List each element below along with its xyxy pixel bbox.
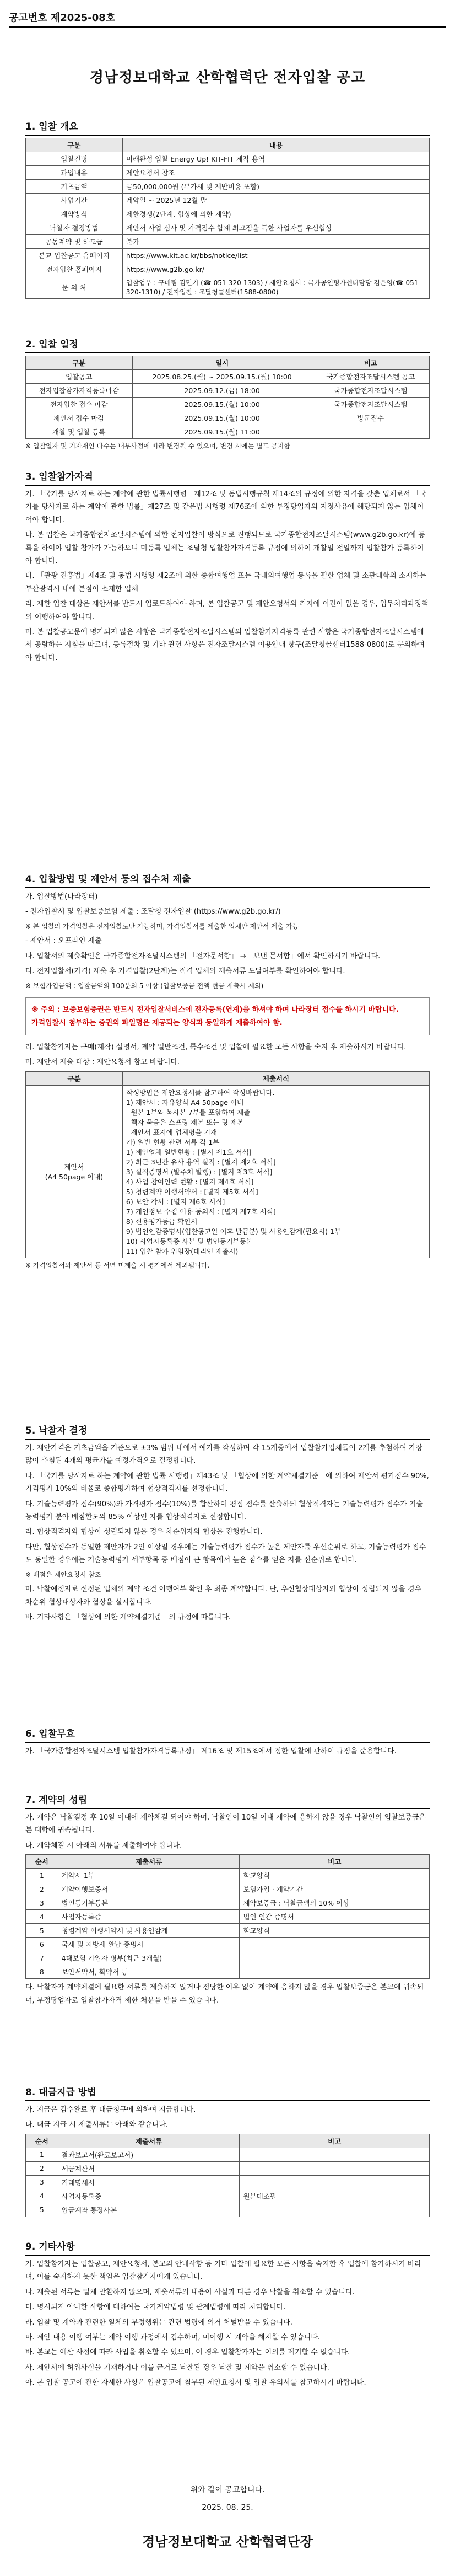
paragraph: 라. 입찰 및 계약과 관련한 일체의 부정행위는 관련 법령에 의거 처벌받을 수 있습니다. bbox=[25, 2318, 292, 2327]
section-title: 9. 기타사항 bbox=[25, 2239, 430, 2256]
cell bbox=[240, 1951, 430, 1965]
paragraph: 마. 제안서 제출 대상 : 제안요청서 참고 바랍니다. bbox=[25, 1058, 180, 1067]
cell: 3 bbox=[26, 2175, 58, 2189]
cell: 2025.09.15.(월) 11:00 bbox=[132, 425, 312, 439]
table-header: 제출서식 bbox=[122, 1071, 429, 1085]
section-overview bbox=[25, 119, 430, 299]
paragraph: 다. 기술능력평가 점수(90%)와 가격평가 점수(10%)를 합산하여 평점 점수를 산출하되 협상적격자는 기술능력평가 점수가 기술능력평가 분야 배점한도의 85% 이상인 자를 협상적격자로 선정합니다. bbox=[25, 1500, 424, 1521]
paragraph: - 전자입찰서 및 입찰보증보험 제출 : 조달청 전자입찰 (https://www.g2b.go.kr/) bbox=[25, 908, 281, 916]
cell: 국가종합전자조달시스템 공고 bbox=[312, 370, 429, 384]
paragraph: ※ 보험가입금액 : 입찰금액의 100분의 5 이상 (입찰보증금 전액 현금 제출시 제외) bbox=[25, 981, 264, 990]
table-row bbox=[26, 1910, 430, 1924]
warning-box bbox=[25, 997, 430, 1035]
table-header: 구분 bbox=[26, 138, 123, 152]
cell: 보안서약서, 확약서 등 bbox=[58, 1965, 240, 1979]
table-header-row bbox=[26, 1855, 430, 1869]
header-divider bbox=[9, 26, 446, 28]
issuer-name: 경남정보대학교 산학협력단장 bbox=[142, 2534, 313, 2550]
list-item: 3) 실적증명서 (발주처 발행) : [별지 제3호 서식] bbox=[126, 1167, 273, 1176]
cell: 원본대조필 bbox=[240, 2189, 430, 2203]
list-item: 작성방법은 제안요청서를 참고하여 작성바랍니다. bbox=[126, 1088, 275, 1097]
table-row bbox=[26, 1869, 430, 1882]
table-row bbox=[26, 425, 430, 439]
cell bbox=[240, 1965, 430, 1979]
cell: 4 bbox=[26, 2189, 58, 2203]
proposal-note: ※ 가격입찰서와 제안서 등 서면 미제출 시 평가에서 제외됩니다. bbox=[25, 1261, 210, 1269]
table-row bbox=[26, 166, 430, 180]
list-item: 8) 신용평가등급 확인서 bbox=[126, 1217, 198, 1226]
cell: 사업자등록증 bbox=[58, 2189, 240, 2203]
list-item: 6) 보안 각서 : [별지 제6호 서식] bbox=[126, 1197, 225, 1206]
warning-line: ※ 주의 : 보증보험증권은 반드시 전자입찰서비스에 전자등록(연계)을 하셔야 하며 나라장터 접수를 하시기 바랍니다. bbox=[31, 1006, 399, 1015]
table-header: 일시 bbox=[132, 356, 312, 370]
paragraph: 가. 입찰참가자는 입찰공고, 제안요청서, 본교의 안내사항 등 기타 입찰에 필요한 모든 사항을 숙지한 후 입찰에 참가하시기 바라며, 이를 숙지하지 못한 책임은 입찰참가자에게 있습니다. bbox=[25, 2260, 421, 2282]
table-row bbox=[26, 262, 430, 276]
table-header: 비고 bbox=[240, 2134, 430, 2148]
cell: 제안요청서 참조 bbox=[122, 166, 429, 180]
cell: 국가종합전자조달시스템 bbox=[312, 384, 429, 398]
cell: 4 bbox=[26, 1910, 58, 1924]
notice-number bbox=[9, 10, 115, 24]
table-row bbox=[26, 1965, 430, 1979]
paragraph: 가. 지급은 검수완료 후 대금청구에 의하여 지급합니다. bbox=[25, 2106, 196, 2114]
cell: 2 bbox=[26, 1882, 58, 1896]
section-schedule bbox=[25, 336, 430, 450]
cell: 3 bbox=[26, 1896, 58, 1910]
table-header-row bbox=[26, 356, 430, 370]
schedule-note: ※ 입찰일자 및 기자재인 다수는 내부사정에 따라 변경될 수 있으며, 변경 시에는 별도 공지함 bbox=[25, 442, 290, 450]
cell: 불가 bbox=[122, 235, 429, 249]
closing-text: 위와 같이 공고합니다. bbox=[190, 2486, 265, 2494]
g2b-link[interactable]: https://www.g2b.go.kr/ bbox=[122, 262, 429, 276]
list-item: 2) 최근 3년간 유사 용역 실적 : [별지 제2호 서식] bbox=[126, 1157, 276, 1166]
paragraph: 라. 협상적격자와 협상이 성립되지 않을 경우 차순위자와 협상을 진행합니다. bbox=[25, 1528, 263, 1537]
cell: 사업자등록증 bbox=[58, 1910, 240, 1924]
paragraph: ※ 배점은 제안요청서 참조 bbox=[25, 1570, 101, 1579]
cell: 2025.09.15.(월) 10:00 bbox=[132, 398, 312, 411]
paragraph: 사. 제안서에 허위사실을 기재하거나 이를 근거로 낙찰된 경우 낙찰 및 계약을 취소할 수 있습니다. bbox=[25, 2363, 329, 2372]
table-header-row bbox=[26, 138, 430, 152]
table-row bbox=[26, 1924, 430, 1938]
cell: 계약일 ~ 2025년 12월 말 bbox=[122, 194, 429, 207]
paragraph: 마. 제안 내용 이행 여부는 계약 이행 과정에서 검수하며, 미이행 시 계약을 해지할 수 있습니다. bbox=[25, 2333, 320, 2342]
cell: 본교 입찰공고 홈페이지 bbox=[26, 249, 123, 262]
table-row bbox=[26, 2175, 430, 2189]
paragraph: 다. 「관광 진흥법」제4조 및 동법 시행령 제2조에 의한 종합여행업 또는 국내외여행업 등록을 필한 업체 및 소관대학의 소재하는 부산광역시 내에 본점이 소재한 업체 bbox=[25, 572, 427, 593]
cell: 전자입찰 홈페이지 bbox=[26, 262, 123, 276]
paragraph: 가. 「국가를 당사자로 하는 계약에 관한 법률시행령」제12조 및 동법시행규칙 제14조의 규정에 의한 자격을 갖춘 업체로서 「국가를 당사자로 하는 계약에 관한 법률」제27조 및 같은법 시행령 제76조에 의한 부정당업자의 지정사유에 해당되지 않는 업체이어야 합니다. bbox=[25, 490, 427, 524]
cell: 계약이행보증서 bbox=[58, 1882, 240, 1896]
paragraph: 가. 제안가격은 기초금액을 기준으로 ±3% 범위 내에서 예가를 작성하며 각 15개중에서 입찰참가업체들이 2개를 추첨하여 가장 많이 추첨된 4개의 평균가를 예정가격으로 결정합니다. bbox=[25, 1444, 423, 1466]
cell: 전자입찰 접수 마감 bbox=[26, 398, 133, 411]
section-title: 1. 입찰 개요 bbox=[25, 119, 430, 136]
list-item: 10) 사업자등록증 사본 및 법인등기부등본 bbox=[126, 1237, 253, 1246]
cell: 2025.09.12.(금) 18:00 bbox=[132, 384, 312, 398]
cell: 계약방식 bbox=[26, 207, 123, 221]
table-row bbox=[26, 384, 430, 398]
cell: 입찰공고 bbox=[26, 370, 133, 384]
cell bbox=[312, 425, 429, 439]
table-header-row bbox=[26, 1071, 430, 1085]
payment-docs-table bbox=[25, 2134, 430, 2217]
table-row bbox=[26, 1938, 430, 1951]
table-header: 비고 bbox=[240, 1855, 430, 1869]
table-row bbox=[26, 2148, 430, 2161]
page-title: 경남정보대학교 산학협력단 전자입찰 공고 bbox=[89, 69, 366, 86]
section-invalid bbox=[25, 1726, 430, 1760]
cell: 2 bbox=[26, 2161, 58, 2175]
table-row bbox=[26, 207, 430, 221]
table-row bbox=[26, 398, 430, 411]
cell: 보험가입 · 계약기간 bbox=[240, 1882, 430, 1896]
paragraph: 라. 제한 입찰 대상은 제안서를 반드시 업로드하여야 하며, 본 입찰공고 및 제안요청서의 취지에 이견이 없을 경우, 업무처리과정책의 이행하여야 합니다. bbox=[25, 600, 429, 621]
cell: 4대보험 가입자 명부(최근 3개월) bbox=[58, 1951, 240, 1965]
section-title: 6. 입찰무효 bbox=[25, 1726, 430, 1743]
section-payment bbox=[25, 2084, 430, 2217]
table-row bbox=[26, 370, 430, 384]
cell bbox=[240, 2175, 430, 2189]
table-row bbox=[26, 1882, 430, 1896]
table-row bbox=[26, 249, 430, 262]
list-item: 4) 사업 참여인력 현황 : [별지 제4호 서식] bbox=[126, 1177, 254, 1186]
cell: 7 bbox=[26, 1951, 58, 1965]
paragraph: 다. 명시되지 아니한 사항에 대하여는 국가계약법령 및 관계법령에 따라 처리합니다. bbox=[25, 2303, 286, 2312]
list-item: - 원본 1부와 복사본 7부를 포함하여 제출 bbox=[126, 1108, 251, 1117]
list-item: 5) 청렴계약 이행서약서 : [별지 제5호 서식] bbox=[126, 1187, 258, 1196]
cell: 거래명세서 bbox=[58, 2175, 240, 2189]
cell: 입찰건명 bbox=[26, 152, 123, 166]
section-title: 4. 입찰방법 및 제안서 등의 접수처 제출 bbox=[25, 871, 430, 888]
list-item: - 제안서 표지에 업체명을 기재 bbox=[126, 1128, 218, 1136]
table-row bbox=[26, 2203, 430, 2217]
cell: 문 의 처 bbox=[26, 276, 123, 299]
paragraph: 다. 전자입찰서(가격) 제출 후 가격입찰(2단계)는 적격 업체의 제출서류 도달여부를 확인하여야 합니다. bbox=[25, 967, 345, 976]
school-notice-link[interactable]: https://www.kit.ac.kr/bbs/notice/list bbox=[122, 249, 429, 262]
paragraph: 가. 계약은 낙찰결정 후 10일 이내에 계약체결 되어야 하며, 낙찰인이 10일 이내 계약에 응하지 않을 경우 낙찰인의 입찰보증금은 본 대학에 귀속됩니다. bbox=[25, 1813, 426, 1835]
table-header: 내용 bbox=[122, 138, 429, 152]
table-header: 제출서류 bbox=[58, 2134, 240, 2148]
paragraph: 마. 낙찰예정자로 선정된 업체의 계약 조건 이행여부 확인 후 최종 계약합니다. 단, 우선협상대상자와 협상이 성립되지 않을 경우 차순위 협상대상자와 협상을 실시합니다. bbox=[25, 1585, 421, 1607]
paragraph: 나. 제출된 서류는 일체 반환하지 않으며, 제출서류의 내용이 사실과 다른 경우 낙찰을 취소할 수 있습니다. bbox=[25, 2288, 355, 2296]
cell: 국세 및 지방세 완납 증명서 bbox=[58, 1938, 240, 1951]
section-title: 3. 입찰참가자격 bbox=[25, 469, 430, 486]
cell: 법인 인감 증명서 bbox=[240, 1910, 430, 1924]
cell: 제안서 사업 심사 및 가격점수 합계 최고점을 득한 사업자를 우선협상 bbox=[122, 221, 429, 235]
table-row bbox=[26, 1951, 430, 1965]
cell: 8 bbox=[26, 1965, 58, 1979]
table-header: 구분 bbox=[26, 356, 133, 370]
paragraph: 나. 계약체결 시 아래의 서류를 제출하여야 합니다. bbox=[25, 1841, 182, 1850]
paragraph: ※ 본 입찰의 가격입찰은 전자입찰로만 가능하며, 가격입찰서를 제출한 업체만 제안서 제출 가능 bbox=[25, 922, 299, 930]
proposal-label-sub: (A4 50page 이내) bbox=[45, 1172, 104, 1181]
table-header: 제출서류 bbox=[58, 1855, 240, 1869]
paragraph: 라. 입찰참가자는 구매(제작) 설명서, 계약 일반조건, 특수조건 및 입찰에 필요한 모든 사항을 숙지 후 제출하시기 바랍니다. bbox=[25, 1043, 407, 1051]
table-row bbox=[26, 276, 430, 299]
section-decision bbox=[25, 1423, 430, 1626]
proposal-label-cell bbox=[26, 1085, 123, 1258]
section-title: 5. 낙찰자 결정 bbox=[25, 1423, 430, 1440]
section-title: 7. 계약의 성립 bbox=[25, 1792, 430, 1809]
table-row bbox=[26, 152, 430, 166]
proposal-items-cell bbox=[122, 1085, 429, 1258]
table-row bbox=[26, 2161, 430, 2175]
cell: 법인등기부등본 bbox=[58, 1896, 240, 1910]
cell: 6 bbox=[26, 1938, 58, 1951]
table-header: 순서 bbox=[26, 2134, 58, 2148]
cell bbox=[240, 1938, 430, 1951]
paragraph: 나. 대금 지급 시 제출서류는 아래와 같습니다. bbox=[25, 2121, 169, 2129]
contract-docs-table bbox=[25, 1854, 430, 1979]
cell: 결과보고서(완료보고서) bbox=[58, 2148, 240, 2161]
list-item: 11) 입찰 참가 위임장(대리인 제출시) bbox=[126, 1247, 239, 1255]
cell: 사업기간 bbox=[26, 194, 123, 207]
cell: 청렴계약 이행서약서 및 사용인감계 bbox=[58, 1924, 240, 1938]
cell bbox=[240, 2161, 430, 2175]
cell: 기초금액 bbox=[26, 180, 123, 194]
cell: 5 bbox=[26, 2203, 58, 2217]
section-method bbox=[25, 871, 430, 1270]
overview-table bbox=[25, 138, 430, 299]
paragraph: 다. 낙찰자가 계약체결에 필요한 서류를 제출하지 않거나 정당한 이유 없이 계약에 응하지 않을 경우 입찰보증금은 본교에 귀속되며, 부정당업자로 입찰참가자격 제한 처분을 받을 수 있습니다. bbox=[25, 1983, 424, 2005]
cell bbox=[240, 2148, 430, 2161]
cell bbox=[240, 2203, 430, 2217]
table-row bbox=[26, 1085, 430, 1258]
table-header: 구분 bbox=[26, 1071, 123, 1085]
list-item: 7) 개인정보 수집 이용 동의서 : [별지 제7호 서식] bbox=[126, 1207, 276, 1216]
list-item: 1) 제안업체 일반현황 : [별지 제1호 서식] bbox=[126, 1147, 252, 1156]
cell: 제한경쟁(2단계, 협상에 의한 계약) bbox=[122, 207, 429, 221]
paragraph: - 제안서 : 오프라인 제출 bbox=[25, 937, 102, 946]
warning-line: 가격입찰시 첨부하는 증권의 파일명은 제공되는 양식과 동일하게 제출하여야 함. bbox=[31, 1018, 283, 1027]
paragraph: 가. 「국가종합전자조달시스템 입찰참가자격등록규정」 제16조 및 제15조에서 정한 입찰에 관하여 규정을 준용합니다. bbox=[25, 1747, 397, 1756]
table-row bbox=[26, 2189, 430, 2203]
cell: 계약서 1부 bbox=[58, 1869, 240, 1882]
schedule-table bbox=[25, 356, 430, 439]
notice-number-text: 공고번호 제2025-08호 bbox=[9, 12, 116, 24]
cell: 금50,000,000원 (부가세 및 제반비용 포함) bbox=[122, 180, 429, 194]
cell: 학교양식 bbox=[240, 1924, 430, 1938]
proposal-label: 제안서 bbox=[64, 1162, 84, 1171]
paragraph: 가. 입찰방법(나라장터) bbox=[25, 893, 98, 901]
table-row bbox=[26, 235, 430, 249]
cell: 낙찰자 결정방법 bbox=[26, 221, 123, 235]
cell: 방문접수 bbox=[312, 411, 429, 425]
table-header: 비고 bbox=[312, 356, 429, 370]
cell: 국가종합전자조달시스템 bbox=[312, 398, 429, 411]
cell: 계약보증금 : 낙찰금액의 10% 이상 bbox=[240, 1896, 430, 1910]
table-row bbox=[26, 1896, 430, 1910]
proposal-table bbox=[25, 1071, 430, 1258]
paragraph: 바. 본교는 예산 사정에 따라 사업을 취소할 수 있으며, 이 경우 입찰참가자는 이의를 제기할 수 없습니다. bbox=[25, 2348, 350, 2357]
section-contract bbox=[25, 1792, 430, 2009]
paragraph-highlight: 나. 본 입찰은 국가종합전자조달시스템에 의한 전자입찰이 방식으로 진행되므로 국가종합전자조달시스템(www.g2b.go.kr)에 등록을 하여야 입찰 참가가 가능하오니 미등록 업체는 조달청 입찰참가자격등록 규정에 의하여 개찰일 전일까지 입찰참가 등록하여야 합니다. bbox=[25, 531, 425, 565]
cell: 과업내용 bbox=[26, 166, 123, 180]
paragraph: 마. 본 입찰공고문에 명기되지 않은 사항은 국가종합전자조달시스템의 입찰참가자격등록 관련 사항은 국가종합전자조달시스템에서 공람하는 지침을 따르며, 등록절차 및 기타 관련 사항은 전자조달시스템 이용안내 창구(조달청콜센터1588-0800)로 문의하여야 합니다. bbox=[25, 627, 425, 662]
list-item: 1) 제안서 : 자유양식 A4 50page 이내 bbox=[126, 1098, 244, 1107]
notice-date: 2025. 08. 25. bbox=[202, 2503, 253, 2512]
cell: 1 bbox=[26, 2148, 58, 2161]
paragraph: 아. 본 입찰 공고에 관한 자세한 사항은 입찰공고에 첨부된 제안요청서 및 입찰 유의서를 참고하시기 바랍니다. bbox=[25, 2379, 366, 2387]
section-qualification bbox=[25, 469, 430, 667]
paragraph: 나. 입찰서의 제출확인은 국가종합전자조달시스템의 「전자문서함」 →「보낸 문서함」에서 확인하시기 바랍니다. bbox=[25, 952, 381, 960]
cell: 제안서 접수 마감 bbox=[26, 411, 133, 425]
list-item: - 책자 묶음은 스프링 제본 또는 링 제본 bbox=[126, 1118, 244, 1126]
table-row bbox=[26, 411, 430, 425]
cell: 미래완성 입찰 Energy Up! KIT-FIT 제작 용역 bbox=[122, 152, 429, 166]
table-header-row bbox=[26, 2134, 430, 2148]
table-row bbox=[26, 180, 430, 194]
cell: 입찰업무 : 구매팀 김민기 (☎ 051-320-1303) / 제안요청서 : 국가공인평가센터담당 김은영(☎ 051-320-1310) / 전자입찰 : 조달청콜센터(1588-0800) bbox=[122, 276, 429, 299]
cell: 공동계약 및 하도급 bbox=[26, 235, 123, 249]
list-item: 가) 일반 현황 관련 서류 각 1부 bbox=[126, 1137, 220, 1146]
cell: 개찰 및 입찰 등록 bbox=[26, 425, 133, 439]
section-title: 2. 입찰 일정 bbox=[25, 336, 430, 353]
cell: 1 bbox=[26, 1869, 58, 1882]
cell: 5 bbox=[26, 1924, 58, 1938]
cell: 학교양식 bbox=[240, 1869, 430, 1882]
cell: 전자입찰참가자격등록마감 bbox=[26, 384, 133, 398]
cell: 2025.08.25.(월) ~ 2025.09.15.(월) 10:00 bbox=[132, 370, 312, 384]
section-title: 8. 대금지급 방법 bbox=[25, 2084, 430, 2101]
section-etc bbox=[25, 2239, 430, 2392]
cell: 세금계산서 bbox=[58, 2161, 240, 2175]
list-item: 9) 법인인감증명서(입찰공고일 이후 발급분) 및 사용인감계(필요시) 1부 bbox=[126, 1227, 342, 1236]
paragraph: 다만, 협상점수가 동일한 제안자가 2인 이상일 경우에는 기술능력평가 점수가 높은 제안자를 우선순위로 하고, 기술능력평가 점수도 동일한 경우에는 기술능력평가 세부항목 중 배점이 큰 항목에서 높은 점수를 얻은 자를 선순위로 합니다. bbox=[25, 1543, 426, 1565]
paragraph: 바. 기타사항은 「협상에 의한 계약체결기준」의 규정에 따릅니다. bbox=[25, 1613, 231, 1622]
table-header: 순서 bbox=[26, 1855, 58, 1869]
paragraph: 나. 「국가를 당사자로 하는 계약에 관한 법률 시행령」제43조 및 「협상에 의한 계약체결기준」에 의하여 제안서 평가점수 90%, 가격평가 10%의 비율로 종합평가하여 협상적격자를 선정합니다. bbox=[25, 1472, 429, 1494]
table-row bbox=[26, 221, 430, 235]
cell: 입금계좌 통장사본 bbox=[58, 2203, 240, 2217]
cell: 2025.09.15.(월) 10:00 bbox=[132, 411, 312, 425]
table-row bbox=[26, 194, 430, 207]
